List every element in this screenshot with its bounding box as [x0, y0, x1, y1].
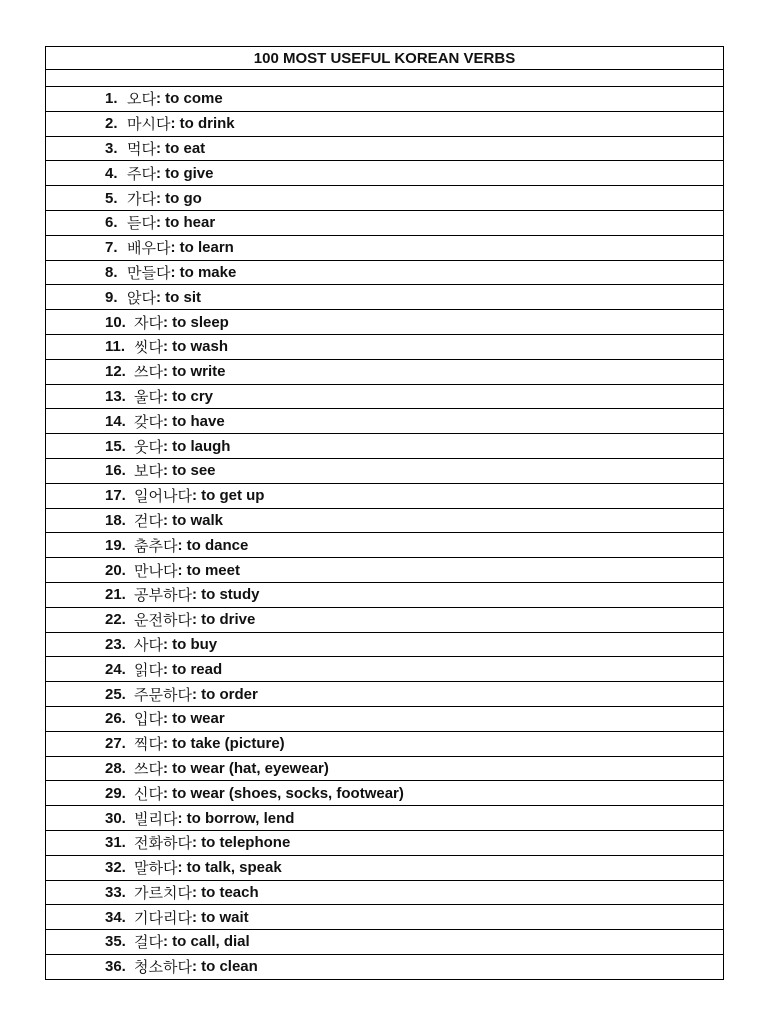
verb-row — [46, 112, 723, 137]
verb-list — [46, 87, 723, 980]
english-meaning: : to hear — [155, 214, 216, 232]
verb-number: 13. — [105, 387, 126, 405]
english-meaning: : to teach — [191, 883, 259, 901]
korean-verb: 먹다 — [127, 140, 156, 158]
korean-verb: 쓰다 — [134, 364, 163, 382]
verb-number: 24. — [105, 660, 126, 678]
verb-number: 32. — [105, 859, 126, 877]
verb-row — [46, 310, 723, 335]
korean-verb: 웃다 — [134, 438, 163, 456]
korean-verb: 자다 — [134, 314, 163, 332]
korean-verb: 걸다 — [134, 934, 163, 952]
verb-row — [46, 186, 723, 211]
verb-row — [46, 657, 723, 682]
english-meaning: : to take (picture) — [162, 735, 285, 753]
korean-verb: 신다 — [134, 785, 163, 803]
korean-verb: 마시다 — [127, 116, 171, 134]
korean-verb: 운전하다 — [134, 612, 192, 630]
korean-verb: 전화하다 — [134, 835, 192, 853]
english-meaning: : to wait — [191, 908, 249, 926]
english-meaning: : to borrow, lend — [177, 809, 295, 827]
verb-number: 5. — [105, 189, 118, 207]
verb-number: 7. — [105, 239, 118, 257]
verb-number: 14. — [105, 412, 126, 430]
korean-verb: 앉다 — [127, 289, 156, 307]
verb-number: 9. — [105, 288, 118, 306]
korean-verb: 씻다 — [134, 339, 163, 357]
verb-number: 17. — [105, 487, 126, 505]
verb-row — [46, 732, 723, 757]
english-meaning: : to give — [155, 164, 214, 182]
english-meaning: : to walk — [162, 511, 223, 529]
english-meaning: : to drink — [170, 115, 235, 133]
verb-row — [46, 459, 723, 484]
verb-row — [46, 558, 723, 583]
english-meaning: : to read — [162, 660, 223, 678]
verb-number: 36. — [105, 958, 126, 976]
verb-number: 18. — [105, 511, 126, 529]
korean-verb: 청소하다 — [134, 959, 192, 977]
verb-row — [46, 360, 723, 385]
verb-number: 15. — [105, 437, 126, 455]
verb-row — [46, 707, 723, 732]
korean-verb: 주다 — [127, 165, 156, 183]
english-meaning: : to buy — [162, 635, 218, 653]
english-meaning: : to go — [155, 189, 202, 207]
verb-row — [46, 335, 723, 360]
english-meaning: : to sit — [155, 288, 201, 306]
korean-verb: 입다 — [134, 711, 163, 729]
verb-row — [46, 856, 723, 881]
verb-number: 20. — [105, 561, 126, 579]
verb-row — [46, 137, 723, 162]
verb-row — [46, 161, 723, 186]
verb-row — [46, 955, 723, 980]
english-meaning: : to get up — [191, 487, 265, 505]
verb-number: 16. — [105, 462, 126, 480]
verb-row — [46, 484, 723, 509]
verb-row — [46, 409, 723, 434]
korean-verb: 울다 — [134, 388, 163, 406]
korean-verb: 춤추다 — [134, 537, 178, 555]
verb-number: 4. — [105, 164, 118, 182]
english-meaning: : to telephone — [191, 834, 291, 852]
verb-number: 35. — [105, 933, 126, 951]
english-meaning: : to wear (shoes, socks, footwear) — [162, 784, 404, 802]
verb-row — [46, 757, 723, 782]
verb-number: 12. — [105, 363, 126, 381]
verb-row — [46, 682, 723, 707]
verb-number: 19. — [105, 536, 126, 554]
verb-number: 28. — [105, 759, 126, 777]
english-meaning: : to talk, speak — [177, 859, 282, 877]
verb-row — [46, 533, 723, 558]
korean-verb: 쓰다 — [134, 760, 163, 778]
verb-row — [46, 781, 723, 806]
table-title: 100 MOST USEFUL KOREAN VERBS — [46, 47, 723, 70]
blank-row — [46, 70, 723, 87]
english-meaning: : to wear — [162, 710, 225, 728]
english-meaning: : to write — [162, 363, 226, 381]
verb-number: 23. — [105, 635, 126, 653]
verb-row — [46, 881, 723, 906]
korean-verb: 만들다 — [127, 264, 171, 282]
korean-verb: 듣다 — [127, 215, 156, 233]
verb-number: 27. — [105, 735, 126, 753]
korean-verb: 기다리다 — [134, 909, 192, 927]
english-meaning: : to come — [155, 90, 223, 108]
english-meaning: : to have — [162, 412, 225, 430]
english-meaning: : to cry — [162, 387, 213, 405]
verb-row — [46, 633, 723, 658]
korean-verb: 읽다 — [134, 661, 163, 679]
verb-row — [46, 509, 723, 534]
korean-verb: 찍다 — [134, 736, 163, 754]
english-meaning: : to call, dial — [162, 933, 250, 951]
english-meaning: : to learn — [170, 239, 234, 257]
english-meaning: : to drive — [191, 611, 256, 629]
verb-row — [46, 583, 723, 608]
verb-row — [46, 608, 723, 633]
english-meaning: : to eat — [155, 139, 206, 157]
korean-verb: 보다 — [134, 463, 163, 481]
english-meaning: : to sleep — [162, 313, 229, 331]
english-meaning: : to make — [170, 263, 237, 281]
korean-verb: 배우다 — [127, 240, 171, 258]
korean-verb: 공부하다 — [134, 587, 192, 605]
verb-number: 8. — [105, 263, 118, 281]
verb-row — [46, 87, 723, 112]
verb-row — [46, 261, 723, 286]
verb-row — [46, 236, 723, 261]
verb-number: 25. — [105, 685, 126, 703]
verb-number: 6. — [105, 214, 118, 232]
verb-row — [46, 434, 723, 459]
korean-verb: 사다 — [134, 636, 163, 654]
verb-number: 34. — [105, 908, 126, 926]
verb-table — [45, 46, 724, 980]
verb-number: 2. — [105, 115, 118, 133]
korean-verb: 걷다 — [134, 512, 163, 530]
verb-number: 3. — [105, 139, 118, 157]
verb-number: 1. — [105, 90, 118, 108]
verb-number: 31. — [105, 834, 126, 852]
korean-verb: 오다 — [127, 91, 156, 109]
verb-row — [46, 905, 723, 930]
korean-verb: 빌리다 — [134, 810, 178, 828]
verb-row — [46, 285, 723, 310]
verb-number: 33. — [105, 883, 126, 901]
korean-verb: 일어나다 — [134, 488, 192, 506]
english-meaning: : to wash — [162, 338, 228, 356]
english-meaning: : to see — [162, 462, 216, 480]
verb-row — [46, 930, 723, 955]
verb-number: 30. — [105, 809, 126, 827]
verb-number: 22. — [105, 611, 126, 629]
verb-number: 11. — [105, 338, 126, 356]
verb-number: 26. — [105, 710, 126, 728]
verb-number: 21. — [105, 586, 126, 604]
english-meaning: : to order — [191, 685, 258, 703]
verb-row — [46, 806, 723, 831]
english-meaning: : to study — [191, 586, 260, 604]
korean-verb: 말하다 — [134, 860, 178, 878]
english-meaning: : to meet — [177, 561, 240, 579]
verb-row — [46, 831, 723, 856]
verb-number: 10. — [105, 313, 126, 331]
korean-verb: 갖다 — [134, 413, 163, 431]
verb-number: 29. — [105, 784, 126, 802]
korean-verb: 가르치다 — [134, 884, 192, 902]
english-meaning: : to wear (hat, eyewear) — [162, 759, 329, 777]
english-meaning: : to laugh — [162, 437, 231, 455]
verb-row — [46, 211, 723, 236]
korean-verb: 만나다 — [134, 562, 178, 580]
korean-verb: 주문하다 — [134, 686, 192, 704]
english-meaning: : to dance — [177, 536, 249, 554]
korean-verb: 가다 — [127, 190, 156, 208]
verb-row — [46, 385, 723, 410]
english-meaning: : to clean — [191, 958, 258, 976]
